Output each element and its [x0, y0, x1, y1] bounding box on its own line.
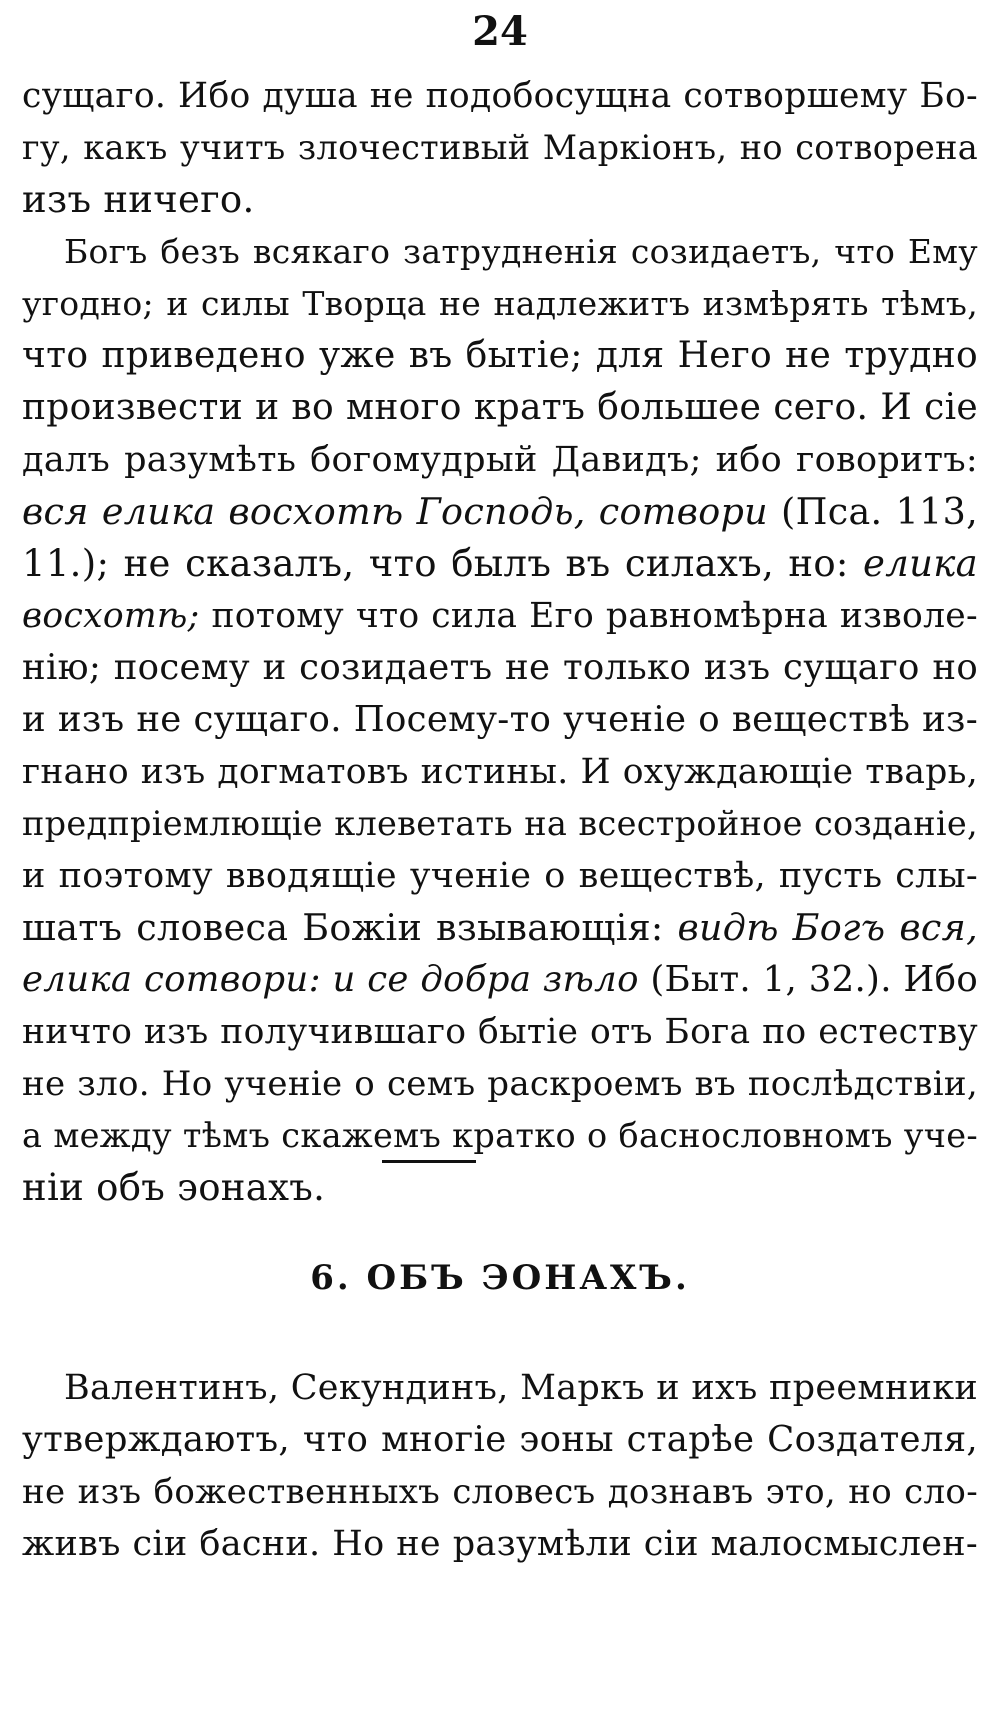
text-line	[22, 902, 978, 954]
text-line: ніи объ эонахъ.	[22, 1166, 326, 1209]
text-line: а между тѣмъ скажемъ кратко о баснословномъ уче-	[22, 1116, 978, 1155]
section-text	[22, 1362, 978, 1570]
text-span: потому что сила Его равномѣрна изволе-	[199, 596, 978, 636]
scripture-quote: вся елика восхотѣ Господь, сотвори	[22, 490, 768, 533]
text-line: далъ разумѣть богомудрый Давидъ; ибо говоритъ:	[22, 440, 978, 480]
page-number: 24	[472, 8, 528, 55]
section-heading: 6. ОБЪ ЭОНАХЪ.	[310, 1258, 690, 1298]
text-line: что приведено уже въ бытіе; для Него не трудно	[22, 335, 978, 376]
text-span: шатъ словеса Божіи взывающія:	[22, 906, 678, 949]
text-line: произвести и во много кратъ большее сего. И сіе	[22, 387, 978, 428]
main-text	[22, 70, 978, 1214]
text-line: и поэтому вводящіе ученіе о веществѣ, пусть слы-	[22, 856, 978, 896]
text-span: 11.); не сказалъ, что былъ въ силахъ, но:	[22, 542, 864, 585]
text-line: утверждаютъ, что многіе эоны старѣе Создателя,	[22, 1419, 978, 1460]
section-divider	[382, 1160, 476, 1163]
text-line: не изъ божественныхъ словесъ дознавъ это, но сло-	[22, 1472, 978, 1512]
text-line	[22, 954, 978, 1006]
text-line: сущаго. Ибо душа не подобосущна сотворшему Бо-	[22, 76, 978, 116]
scripture-quote: елика сотвори: и се добра зѣло	[22, 959, 639, 1000]
scripture-quote: видѣ Богъ вся,	[677, 906, 978, 949]
text-line: гу, какъ учитъ злочестивый Маркіонъ, но сотворена	[22, 128, 978, 167]
text-span: (Быт. 1, 32.). Ибо	[638, 959, 979, 1000]
text-line: Богъ безъ всякаго затрудненія созидаетъ, что Ему	[64, 232, 978, 271]
text-line	[22, 590, 978, 642]
text-line: Валентинъ, Секундинъ, Маркъ и ихъ преемники	[64, 1368, 978, 1408]
text-line: не зло. Но ученіе о семъ раскроемъ въ послѣдствіи,	[22, 1064, 978, 1104]
text-line: угодно; и силы Творца не надлежитъ измѣрять тѣмъ,	[22, 284, 978, 323]
text-line: гнано изъ догматовъ истины. И охуждающіе тварь,	[22, 752, 978, 792]
text-line	[22, 538, 978, 590]
text-line: и изъ не сущаго. Посему-то ученіе о веществѣ из-	[22, 699, 978, 740]
text-line: ничто изъ получившаго бытіе отъ Бога по естеству	[22, 1012, 978, 1052]
text-line	[22, 486, 978, 538]
text-line: изъ ничего.	[22, 178, 255, 221]
scripture-quote: восхотѣ;	[22, 596, 200, 636]
text-line: предпріемлющіе клеветать на всестройное созданіе,	[22, 804, 978, 843]
text-span: (Пса. 113,	[767, 490, 978, 533]
scripture-quote: елика	[863, 542, 978, 585]
text-line: живъ сіи басни. Но не разумѣли сіи малосмыслен-	[22, 1524, 978, 1564]
text-line: нію; посему и созидаетъ не только изъ сущаго но	[22, 647, 978, 688]
